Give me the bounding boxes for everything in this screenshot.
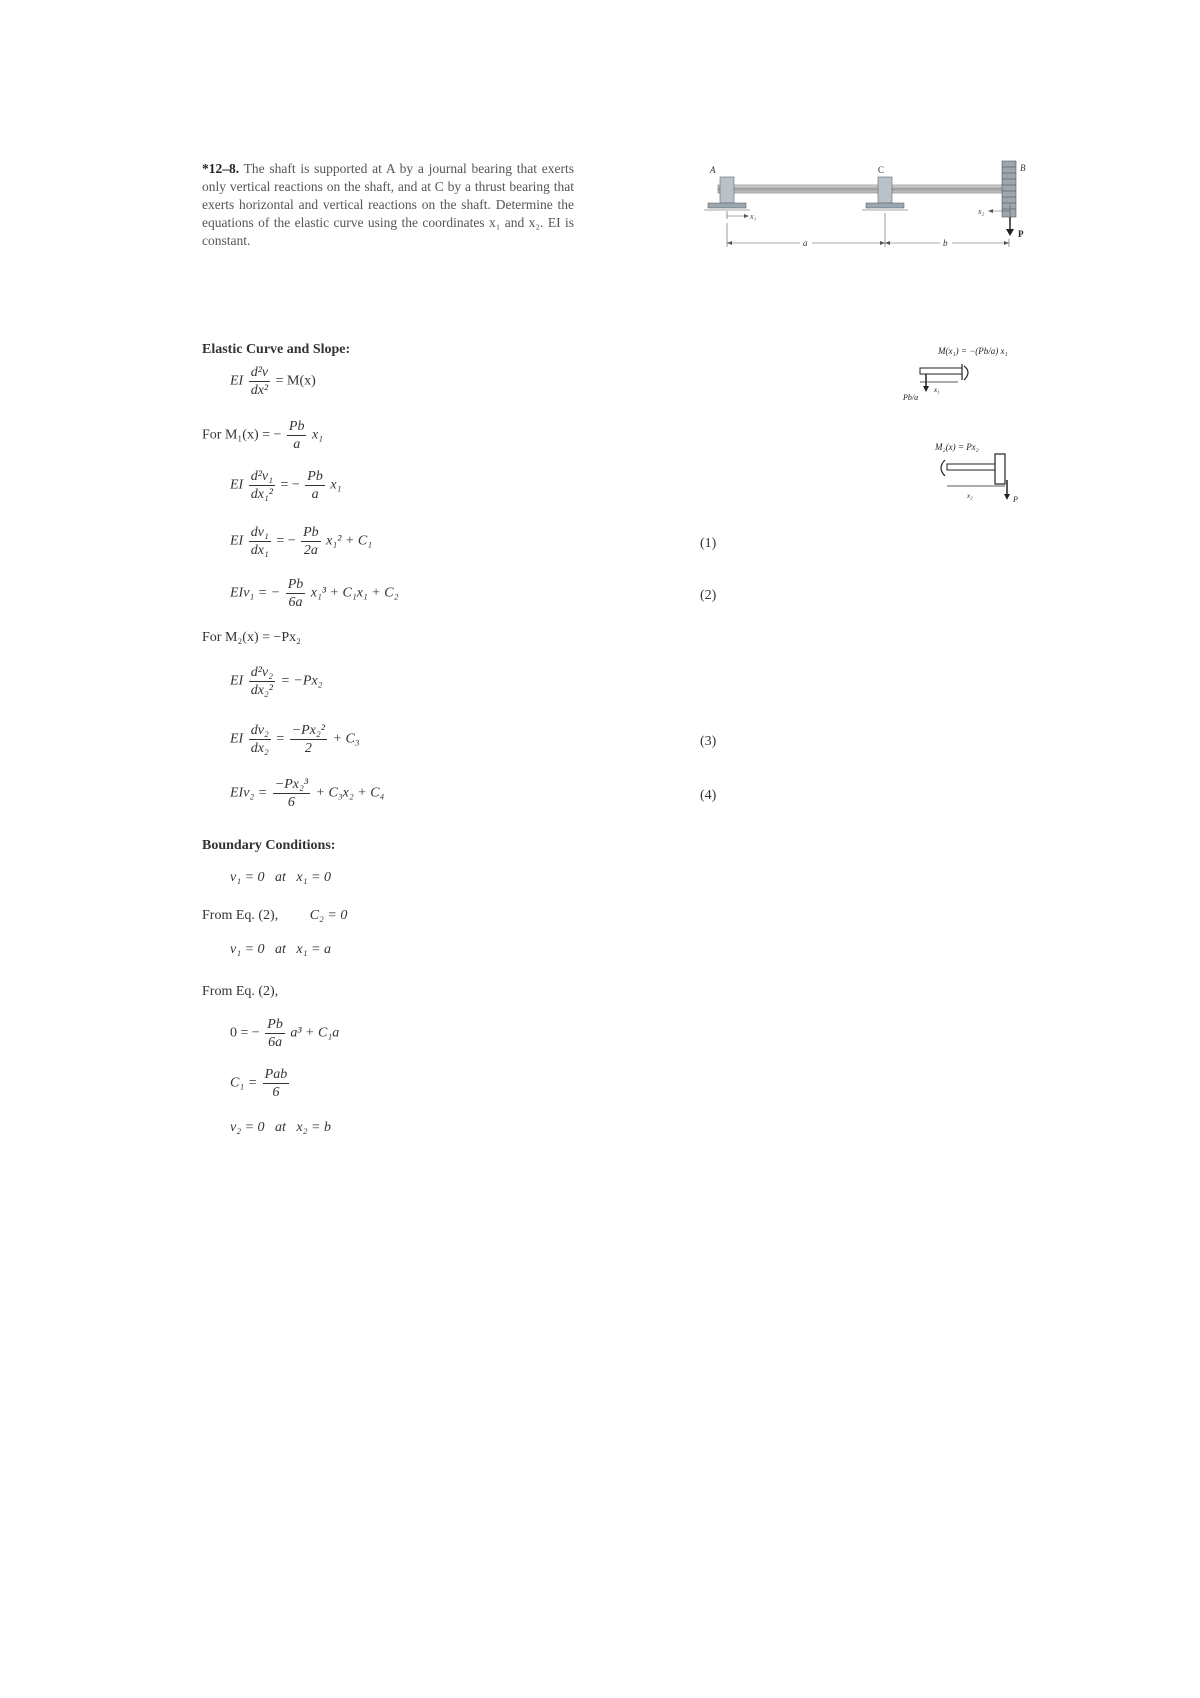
eq-1-mid: = − bbox=[280, 477, 300, 493]
eq-8 bbox=[230, 1066, 291, 1101]
eq-4-lhs: EI bbox=[230, 673, 244, 689]
eq-1-den: dx₁² bbox=[250, 487, 273, 502]
eq-for-m2: For M₂(x) = −Px₂ bbox=[202, 630, 302, 645]
dim-a: a bbox=[803, 238, 808, 248]
elastic-curve-heading: Elastic Curve and Slope: bbox=[202, 342, 351, 357]
eq-2-mid: = − bbox=[276, 533, 296, 549]
eq-for-m1-frac bbox=[287, 418, 307, 453]
eq-for-m1 bbox=[202, 418, 323, 453]
fbd2-force: P bbox=[1013, 495, 1018, 504]
eq-for-m1-num: Pb bbox=[288, 419, 305, 434]
eq-6-frac bbox=[273, 776, 310, 811]
eq-4-num: d²v₂ bbox=[250, 665, 273, 680]
eq-2 bbox=[230, 524, 372, 559]
fbd1-x1: x₁ bbox=[934, 386, 940, 394]
journal-bearing-a bbox=[704, 177, 750, 210]
eq-3 bbox=[230, 576, 398, 611]
eq-2-fden: 2a bbox=[303, 543, 318, 558]
eq-7-frac bbox=[265, 1016, 285, 1051]
eq-7-pre: 0 = − bbox=[230, 1025, 260, 1041]
problem-statement bbox=[202, 160, 574, 250]
eq-tag-4: (4) bbox=[700, 788, 717, 803]
eq-5-den: dx₂ bbox=[250, 741, 269, 756]
eq-1-fnum: Pb bbox=[307, 469, 323, 484]
eq-general-lhs: EI bbox=[230, 373, 244, 389]
eq-5-frac-left bbox=[249, 722, 271, 757]
fbd-segment-2 bbox=[935, 440, 1025, 520]
eq-6-lhs: EIv₂ = bbox=[230, 785, 268, 801]
eq-general bbox=[230, 364, 316, 399]
eq-2-lhs: EI bbox=[230, 533, 244, 549]
eq-7-post: a³ + C₁a bbox=[290, 1025, 340, 1041]
eq-4-rhs: = −Px₂ bbox=[280, 673, 323, 689]
eq-7 bbox=[230, 1016, 339, 1051]
label-b: B bbox=[1020, 163, 1026, 173]
eq-7-fden: 6a bbox=[268, 1035, 283, 1050]
eq-8-frac bbox=[263, 1066, 290, 1101]
eq-1-post: x₁ bbox=[330, 477, 342, 493]
eq-general-den: dx² bbox=[250, 383, 269, 398]
eq-for-m1-den: a bbox=[293, 437, 301, 452]
eq-4-den: dx₂² bbox=[250, 683, 273, 698]
dimension-lines bbox=[727, 213, 1009, 248]
eq-5-lhs: EI bbox=[230, 731, 244, 747]
eq-7-fnum: Pb bbox=[267, 1017, 283, 1032]
eq-1 bbox=[230, 468, 341, 503]
label-c: C bbox=[878, 165, 885, 175]
from-eq2-first-text: From Eq. (2), bbox=[202, 908, 279, 923]
eq-3-fnum: Pb bbox=[287, 577, 304, 592]
x1-label: x₁ bbox=[750, 212, 757, 221]
eq-8-fnum: Pab bbox=[264, 1067, 288, 1082]
eq-1-frac-right bbox=[305, 468, 325, 503]
eq-5-fnum: −Px₂² bbox=[291, 723, 325, 738]
eq-2-frac-left bbox=[249, 524, 271, 559]
eq-5-frac-right bbox=[290, 722, 327, 757]
fbd1-reaction: Pb/a bbox=[903, 393, 919, 402]
thrust-bearing-c bbox=[862, 177, 908, 210]
label-a: A bbox=[710, 165, 716, 175]
shaft-figure bbox=[700, 155, 1030, 265]
eq-6-fnum: −Px₂³ bbox=[274, 777, 309, 792]
eq-2-post: x₁² + C₁ bbox=[326, 533, 373, 549]
eq-general-num: d²v bbox=[250, 365, 269, 380]
load-arrow bbox=[1006, 217, 1014, 236]
eq-6-post: + C₃x₂ + C₄ bbox=[315, 785, 385, 801]
c2-result: C₂ = 0 bbox=[309, 908, 348, 923]
eq-for-m1-post: x₁ bbox=[311, 427, 324, 443]
eq-5-post: + C₃ bbox=[332, 731, 360, 747]
bc-3: v₂ = 0 at x₂ = b bbox=[230, 1120, 331, 1135]
eq-general-rhs: = M(x) bbox=[275, 373, 316, 389]
eq-1-lhs: EI bbox=[230, 477, 244, 493]
eq-1-num: d²v₁ bbox=[250, 469, 273, 484]
fbd2-moment-label: M₂(x) = Px₂ bbox=[935, 442, 979, 452]
eq-1-frac-left bbox=[249, 468, 275, 503]
x1-coordinate bbox=[727, 211, 757, 221]
eq-tag-2: (2) bbox=[700, 588, 717, 603]
label-p: P bbox=[1018, 229, 1024, 239]
eq-1-fden: a bbox=[311, 487, 319, 502]
eq-2-num: dv₁ bbox=[250, 525, 269, 540]
eq-5-mid: = bbox=[276, 731, 285, 747]
fbd1-moment-label: M(x₁) = −(Pb/a) x₁ bbox=[938, 346, 1008, 356]
eq-4-frac bbox=[249, 664, 275, 699]
eq-for-m1-pre: For M₁(x) = − bbox=[202, 427, 282, 443]
eq-3-post: x₁³ + C₁x₁ + C₂ bbox=[310, 585, 399, 601]
from-eq2-second: From Eq. (2), bbox=[202, 984, 279, 999]
eq-3-frac bbox=[286, 576, 306, 611]
bc-2: v₁ = 0 at x₁ = a bbox=[230, 942, 331, 957]
eq-2-frac-right bbox=[301, 524, 321, 559]
eq-tag-3: (3) bbox=[700, 734, 717, 749]
eq-3-lhs: EIv₁ = − bbox=[230, 585, 281, 601]
fbd-segment-1 bbox=[900, 340, 1020, 420]
bc-1: v₁ = 0 at x₁ = 0 bbox=[230, 870, 331, 885]
problem-text: The shaft is supported at A by a journal bearing that exerts only vertical reactions on the shaft, and at C by a thrust bearing that exerts horizontal and vertical reactions on the shaft. Determine the equations of the elastic curve using the coordinates x₁ and x₂. EI is constant. bbox=[202, 161, 575, 248]
from-eq2-first bbox=[202, 908, 347, 924]
boundary-conditions-heading: Boundary Conditions: bbox=[202, 838, 336, 853]
eq-6 bbox=[230, 776, 384, 811]
eq-3-fden: 6a bbox=[288, 595, 303, 610]
eq-4 bbox=[230, 664, 323, 699]
eq-6-fden: 6 bbox=[287, 795, 295, 810]
x2-label: x₂ bbox=[978, 207, 985, 216]
eq-5-fden: 2 bbox=[304, 741, 312, 756]
problem-number: *12–8. bbox=[202, 161, 240, 176]
fbd2-x2: x₂ bbox=[967, 492, 973, 500]
eq-general-frac bbox=[249, 364, 270, 399]
eq-2-fnum: Pb bbox=[303, 525, 319, 540]
eq-5 bbox=[230, 722, 360, 757]
eq-tag-1: (1) bbox=[700, 536, 717, 551]
shaft bbox=[718, 185, 1008, 193]
dim-b: b bbox=[943, 238, 948, 248]
gear-b bbox=[1002, 161, 1016, 217]
eq-2-den: dx₁ bbox=[250, 543, 269, 558]
eq-8-fden: 6 bbox=[272, 1085, 280, 1100]
eq-5-num: dv₂ bbox=[250, 723, 269, 738]
eq-8-pre: C₁ = bbox=[230, 1075, 258, 1091]
